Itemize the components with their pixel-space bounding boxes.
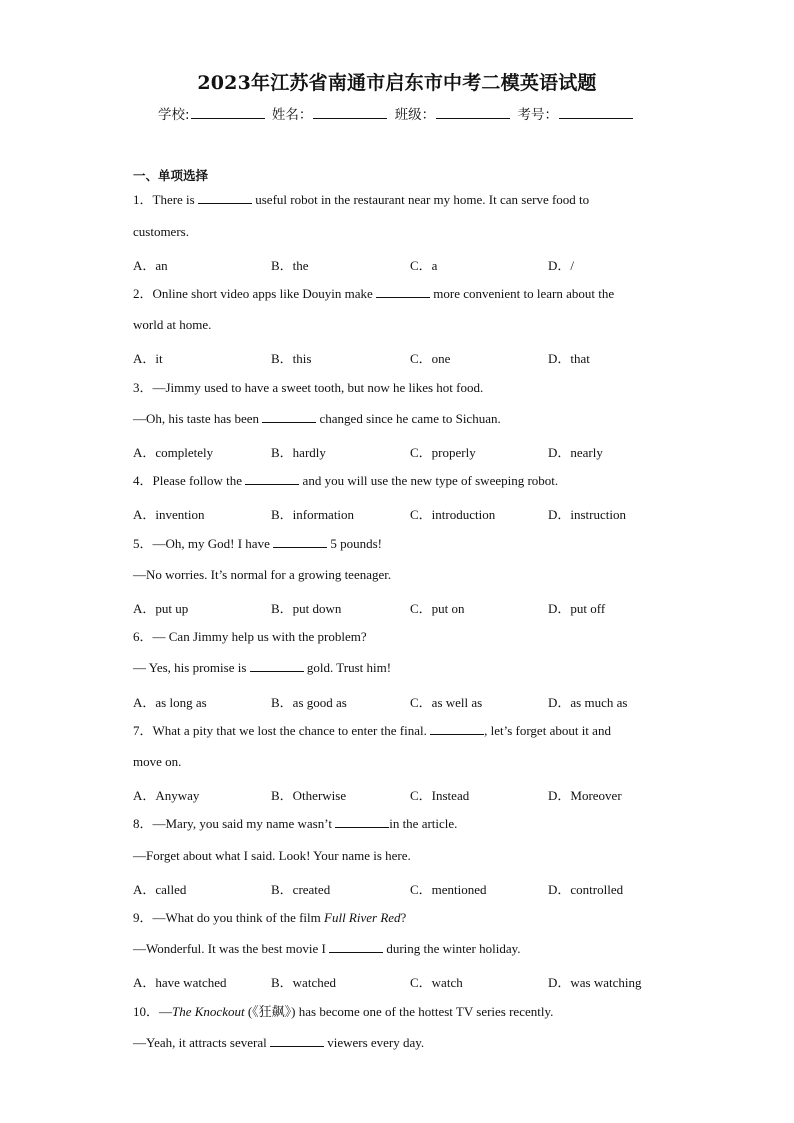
school-label: 学校: [158, 107, 190, 123]
question-text: 4．Please follow the [133, 473, 246, 488]
exam-number-label: 考号： [517, 107, 558, 123]
question-1-line [133, 224, 673, 240]
question-text: useful robot in the restaurant near my home. It can serve food to [251, 192, 590, 207]
question-text: changed since he came to Sichuan. [316, 411, 501, 426]
question-text: during the winter holiday. [383, 941, 521, 956]
option-b[interactable]: B．Otherwise [271, 788, 347, 803]
option-c[interactable]: C．a [410, 258, 438, 273]
option-b[interactable]: B．created [271, 882, 331, 897]
option-a[interactable]: A．an [133, 258, 168, 273]
question-text: 5．—Oh, my God! I have [133, 536, 274, 551]
question-text: move on. [133, 754, 182, 769]
class-label: 班级： [394, 107, 436, 123]
school-blank[interactable] [191, 106, 265, 119]
question-1-line [133, 192, 673, 208]
option-c[interactable]: C．put on [410, 601, 465, 616]
question-6-line [133, 660, 673, 676]
option-b[interactable]: B．watched [271, 975, 336, 990]
question-text: —Wonderful. It was the best movie I [133, 941, 330, 956]
question-text: world at home. [133, 317, 212, 332]
option-b[interactable]: B．hardly [271, 445, 326, 460]
option-c[interactable]: C．watch [410, 975, 463, 990]
answer-blank[interactable] [262, 411, 316, 423]
option-d[interactable]: D．was watching [548, 975, 642, 990]
option-c[interactable]: C．introduction [410, 507, 496, 522]
option-d[interactable]: D．that [548, 351, 590, 366]
option-a[interactable]: A．it [133, 351, 163, 366]
option-d[interactable]: D．put off [548, 601, 606, 616]
option-c[interactable]: C．as well as [410, 695, 483, 710]
question-3-line [133, 411, 673, 427]
question-9-line [133, 910, 673, 926]
option-c[interactable]: C．one [410, 351, 451, 366]
option-b[interactable]: B．the [271, 258, 309, 273]
option-d[interactable]: D．nearly [548, 445, 603, 460]
question-7-line [133, 754, 673, 770]
question-text: more convenient to learn about the [430, 286, 615, 301]
option-a[interactable]: A．have watched [133, 975, 227, 990]
answer-blank[interactable] [430, 723, 484, 735]
question-3-line [133, 380, 673, 396]
question-text: ? [400, 910, 407, 925]
page-title: 2023年江苏省南通市启东市中考二模英语试题 [197, 72, 597, 94]
question-8-line [133, 848, 673, 864]
question-text: , let’s forget about it and [484, 723, 611, 738]
answer-blank[interactable] [245, 473, 299, 485]
question-10-line [133, 1004, 673, 1020]
question-text: 1．There is [133, 192, 198, 207]
option-a[interactable]: A．as long as [133, 695, 207, 710]
question-2-line [133, 317, 673, 333]
option-d[interactable]: D．/ [548, 258, 575, 273]
answer-blank[interactable] [273, 536, 327, 548]
question-6-line [133, 629, 673, 645]
answer-blank[interactable] [270, 1035, 324, 1047]
option-d[interactable]: D．as much as [548, 695, 628, 710]
question-text: and you will use the new type of sweeping robot. [299, 473, 559, 488]
student-info-row [0, 103, 794, 123]
question-text: 6．— Can Jimmy help us with the problem? [133, 629, 367, 644]
question-text: — Yes, his promise is [133, 660, 250, 675]
answer-blank[interactable] [250, 660, 304, 672]
question-text: —Yeah, it attracts several [133, 1035, 270, 1050]
question-text: —Forget about what I said. Look! Your name is here. [133, 848, 411, 863]
class-blank[interactable] [436, 106, 510, 119]
question-text: customers. [133, 224, 189, 239]
question-text: 7．What a pity that we lost the chance to enter the final. [133, 723, 431, 738]
question-5-line [133, 567, 673, 583]
question-text: gold. Trust him! [303, 660, 392, 675]
option-c[interactable]: C．mentioned [410, 882, 487, 897]
question-8-line [133, 816, 673, 832]
option-d[interactable]: D．Moreover [548, 788, 622, 803]
answer-blank[interactable] [329, 941, 383, 953]
question-text: 2．Online short video apps like Douyin make [133, 286, 376, 301]
question-text: —Oh, his taste has been [133, 411, 263, 426]
option-c[interactable]: C．Instead [410, 788, 470, 803]
name-blank[interactable] [313, 106, 387, 119]
option-d[interactable]: D．instruction [548, 507, 626, 522]
question-10-line [133, 1035, 673, 1051]
question-text: 3．—Jimmy used to have a sweet tooth, but now he likes hot food. [133, 380, 484, 395]
option-b[interactable]: B．this [271, 351, 312, 366]
section-title: 一、单项选择 [133, 168, 209, 183]
name-label: 姓名： [271, 107, 313, 123]
question-5-line [133, 536, 673, 552]
option-b[interactable]: B．information [271, 507, 355, 522]
option-a[interactable]: A．Anyway [133, 788, 200, 803]
option-a[interactable]: A．completely [133, 445, 214, 460]
option-a[interactable]: A．called [133, 882, 187, 897]
option-d[interactable]: D．controlled [548, 882, 624, 897]
answer-blank[interactable] [376, 286, 430, 298]
answer-blank[interactable] [335, 816, 389, 828]
option-c[interactable]: C．properly [410, 445, 476, 460]
question-2-line [133, 286, 673, 302]
option-b[interactable]: B．as good as [271, 695, 347, 710]
question-text: viewers every day. [323, 1035, 425, 1050]
option-a[interactable]: A．invention [133, 507, 205, 522]
title-italic: The Knockout [172, 1004, 245, 1019]
answer-blank[interactable] [198, 192, 252, 204]
question-4-line [133, 473, 673, 489]
question-text: 9．—What do you think of the film [133, 910, 325, 925]
title-italic: Full River Red [324, 910, 401, 925]
question-text: 8．—Mary, you said my name wasn’t [133, 816, 336, 831]
exam-number-blank[interactable] [559, 106, 633, 119]
option-b[interactable]: B．put down [271, 601, 342, 616]
question-text: 10．— [133, 1004, 173, 1019]
question-text: —No worries. It’s normal for a growing teenager. [133, 567, 392, 582]
question-7-line [133, 723, 673, 739]
question-text: in the article. [389, 816, 458, 831]
question-text: (《狂飙》) has become one of the hottest TV series recently. [244, 1004, 554, 1019]
option-a[interactable]: A．put up [133, 601, 189, 616]
question-9-line [133, 941, 673, 957]
question-text: 5 pounds! [327, 536, 382, 551]
